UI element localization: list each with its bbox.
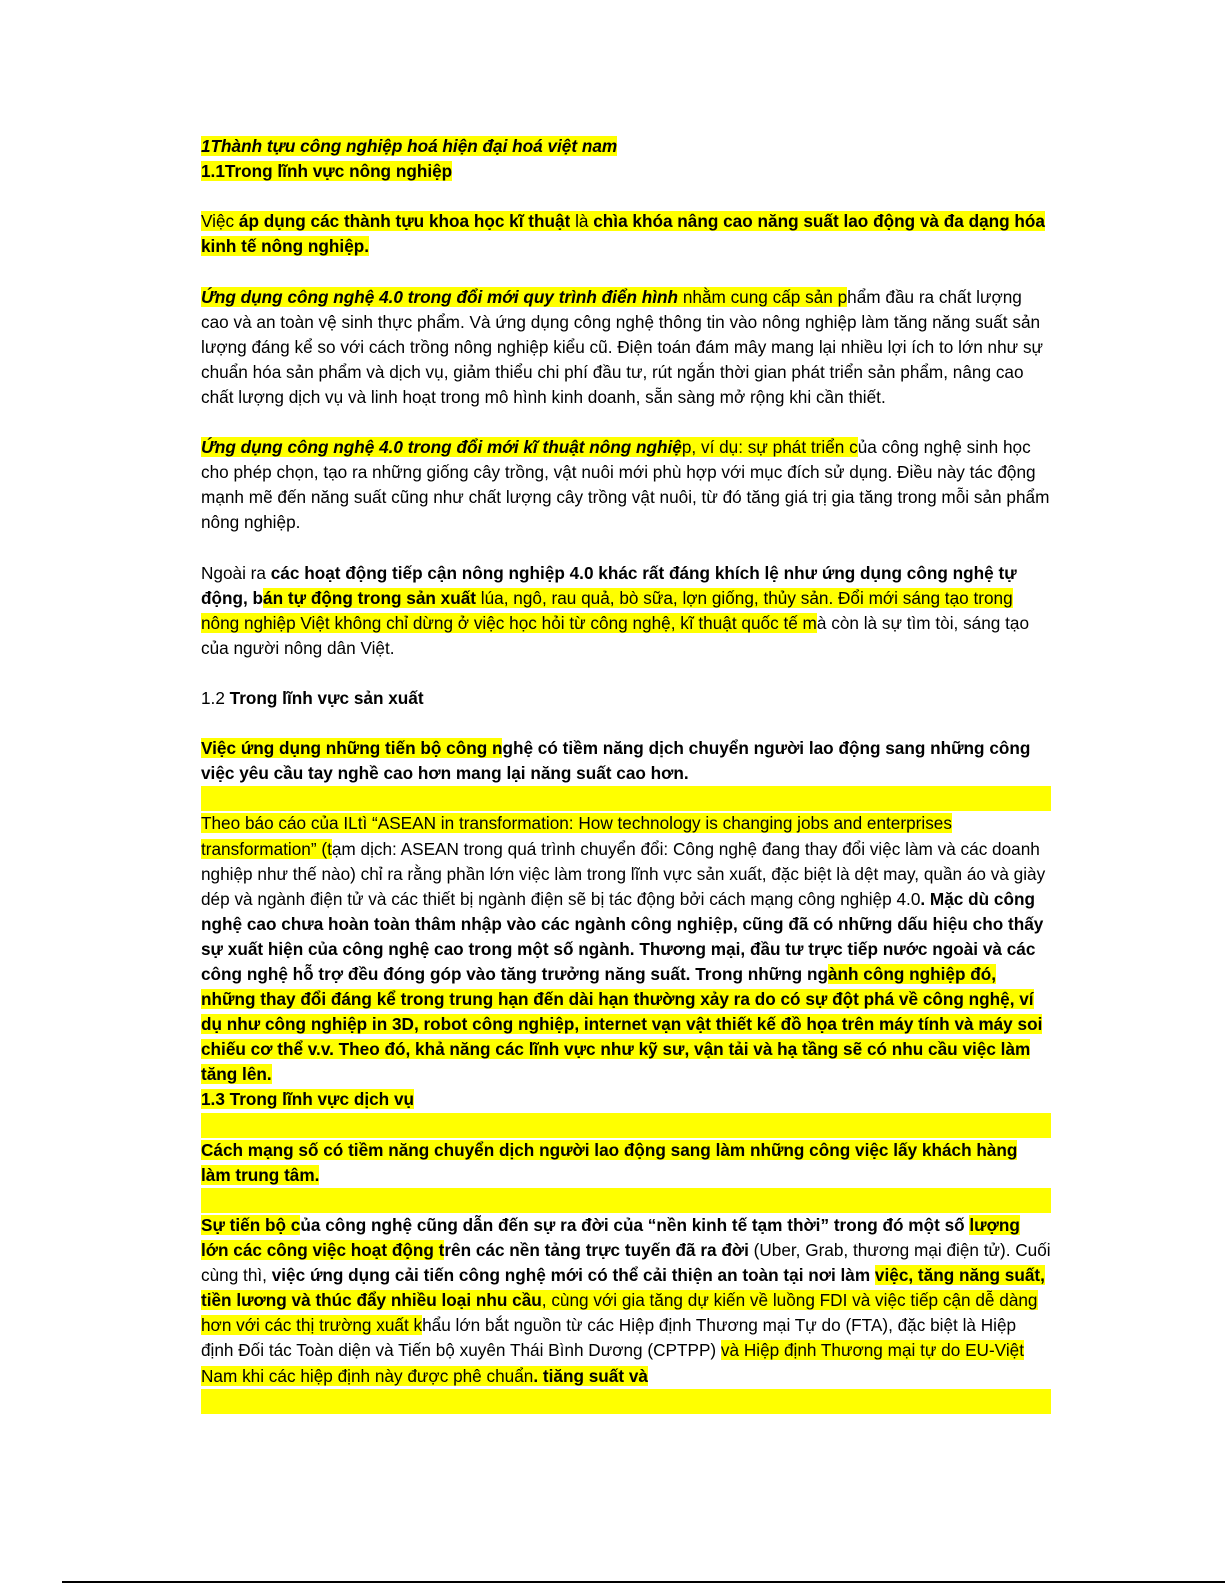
heading-1-text: 1Thành tựu công nghiệp hoá hiện đại hoá việt nam <box>201 136 618 156</box>
heading-1-3: 1.3 Trong lĩnh vực dịch vụ <box>201 1089 415 1110</box>
paragraph-digital-revolution: Cách mạng số có tiềm năng chuyển dịch người lao động sang làm những công việc lấy khách hàng làm trung tâm. <box>201 1139 1018 1185</box>
heading-1-1-text: 1.1Trong lĩnh vực nông nghiệp <box>201 161 453 182</box>
paragraph-technique-innovation: Ứng dụng công nghệ 4.0 trong đổi mới kĩ thuật nông nghiệp, ví dụ: sự phát triển của công nghệ sinh học cho phép chọn, tạo ra những giống cây trồng, vật nuôi mới phù hợp với mục đích sử dụng. Điều này tác động mạnh mẽ đến năng suất cũng như chất lượng cây trồng vật nuôi, từ đó tăng giá trị gia tăng trong mỗi sản phẩm nông nghiệp. <box>201 437 1050 533</box>
heading-1-2: 1.2 Trong lĩnh vực sản xuất <box>201 688 424 709</box>
heading-1-1 <box>201 159 1051 184</box>
paragraph-production-tech: Việc ứng dụng những tiến bộ công nghệ có tiềm năng dịch chuyển người lao động sang những công việc yêu cầu tay nghề cao hơn mang lại năng suất cao hơn. <box>201 738 1031 784</box>
document-body <box>201 134 1051 1414</box>
page-bottom-rule <box>62 1581 1225 1583</box>
heading-1 <box>201 134 1051 159</box>
paragraph-process-innovation: Ứng dụng công nghệ 4.0 trong đổi mới quy trình điển hình nhằm cung cấp sản phẩm đầu ra chất lượng cao và an toàn vệ sinh thực phẩm. Và ứng dụng công nghệ thông tin vào nông nghiệp làm tăng năng suất sản lượng đáng kể so với cách trồng nông nghiệp kiểu cũ. Điện toán đám mây mang lại nhiều lợi ích to lớn như sự chuẩn hóa sản phẩm và dịch vụ, giảm thiểu chi phí đầu tư, rút ngắn thời gian phát triển sản phẩm, nâng cao chất lượng dịch vụ và linh hoạt trong mô hình kinh doanh, sẵn sàng mở rộng khi cần thiết. <box>201 286 1044 407</box>
paragraph-agriculture-40: Ngoài ra các hoạt động tiếp cận nông nghiệp 4.0 khác rất đáng khích lệ như ứng dụng công nghệ tự động, bán tự động trong sản xuất lúa, ngô, rau quả, bò sữa, lợn giống, thủy sản. Đổi mới sáng tạo trong nông nghiệp Việt không chỉ dừng ở việc học hỏi từ công nghệ, kĩ thuật quốc tế mà còn là sự tìm tòi, sáng tạo của người nông dân Việt. <box>201 562 1030 658</box>
paragraph-ilo-report: Theo báo cáo của ILtì “ASEAN in transformation: How technology is changing jobs and enterprises transformation” (tạm dịch: ASEAN trong quá trình chuyển đổi: Công nghệ đang thay đổi việc làm và các doanh nghiệp như thế nào) chỉ ra rằng phần lớn việc làm trong lĩnh vực sản xuất, đặc biệt là dệt may, quần áo và giày dép và ngành điện tử và các thiết bị ngành điện sẽ bị tác động bởi cách mạng công nghiệp 4.0. Mặc dù công nghệ cao chưa hoàn toàn thâm nhập vào các ngành công nghiệp, cũng đã có những dấu hiệu cho thấy sự xuất hiện của công nghệ cao trong một số ngành. Thương mại, đầu tư trực tiếp nước ngoài và các công nghệ hỗ trợ đều đóng góp vào tăng trưởng năng suất. Trong những ngành công nghiệp đó, những thay đổi đáng kể trong trung hạn đến dài hạn thường xảy ra do có sự đột phá về công nghệ, ví dụ như công nghiệp in 3D, robot công nghiệp, internet vạn vật thiết kế đồ họa trên máy tính và máy soi chiếu cơ thể v.v. Theo đó, khả năng các lĩnh vực như kỹ sư, vận tải và hạ tầng sẽ có nhu cầu việc làm tăng lên. <box>201 813 1046 1085</box>
paragraph-gig-economy: Sự tiến bộ của công nghệ cũng dẫn đến sự ra đời của “nền kinh tế tạm thời” trong đó một số lượng lớn các công việc hoạt động trên các nền tảng trực tuyến đã ra đời (Uber, Grab, thương mại điện tử). Cuối cùng thì, việc ứng dụng cải tiến công nghệ mới có thể cải thiện an toàn tại nơi làm việc, tăng năng suất, tiền lương và thúc đẩy nhiều loại nhu cầu, cùng với gia tăng dự kiến về luồng FDI và việc tiếp cận dễ dàng hơn với các thị trường xuất khẩu lớn bắt nguồn từ các Hiệp định Thương mại Tự do (FTA), đặc biệt là Hiệp định Đối tác Toàn diện và Tiến bộ xuyên Thái Bình Dương (CPTPP) và Hiệp định Thương mại tự do EU-Việt Nam khi các hiệp định này được phê chuẩn. tiăng suất và <box>201 1214 1051 1386</box>
paragraph-applying-science: Việc áp dụng các thành tựu khoa học kĩ thuật là chìa khóa nâng cao năng suất lao động và đa dạng hóa kinh tế nông nghiệp. <box>201 211 1045 257</box>
